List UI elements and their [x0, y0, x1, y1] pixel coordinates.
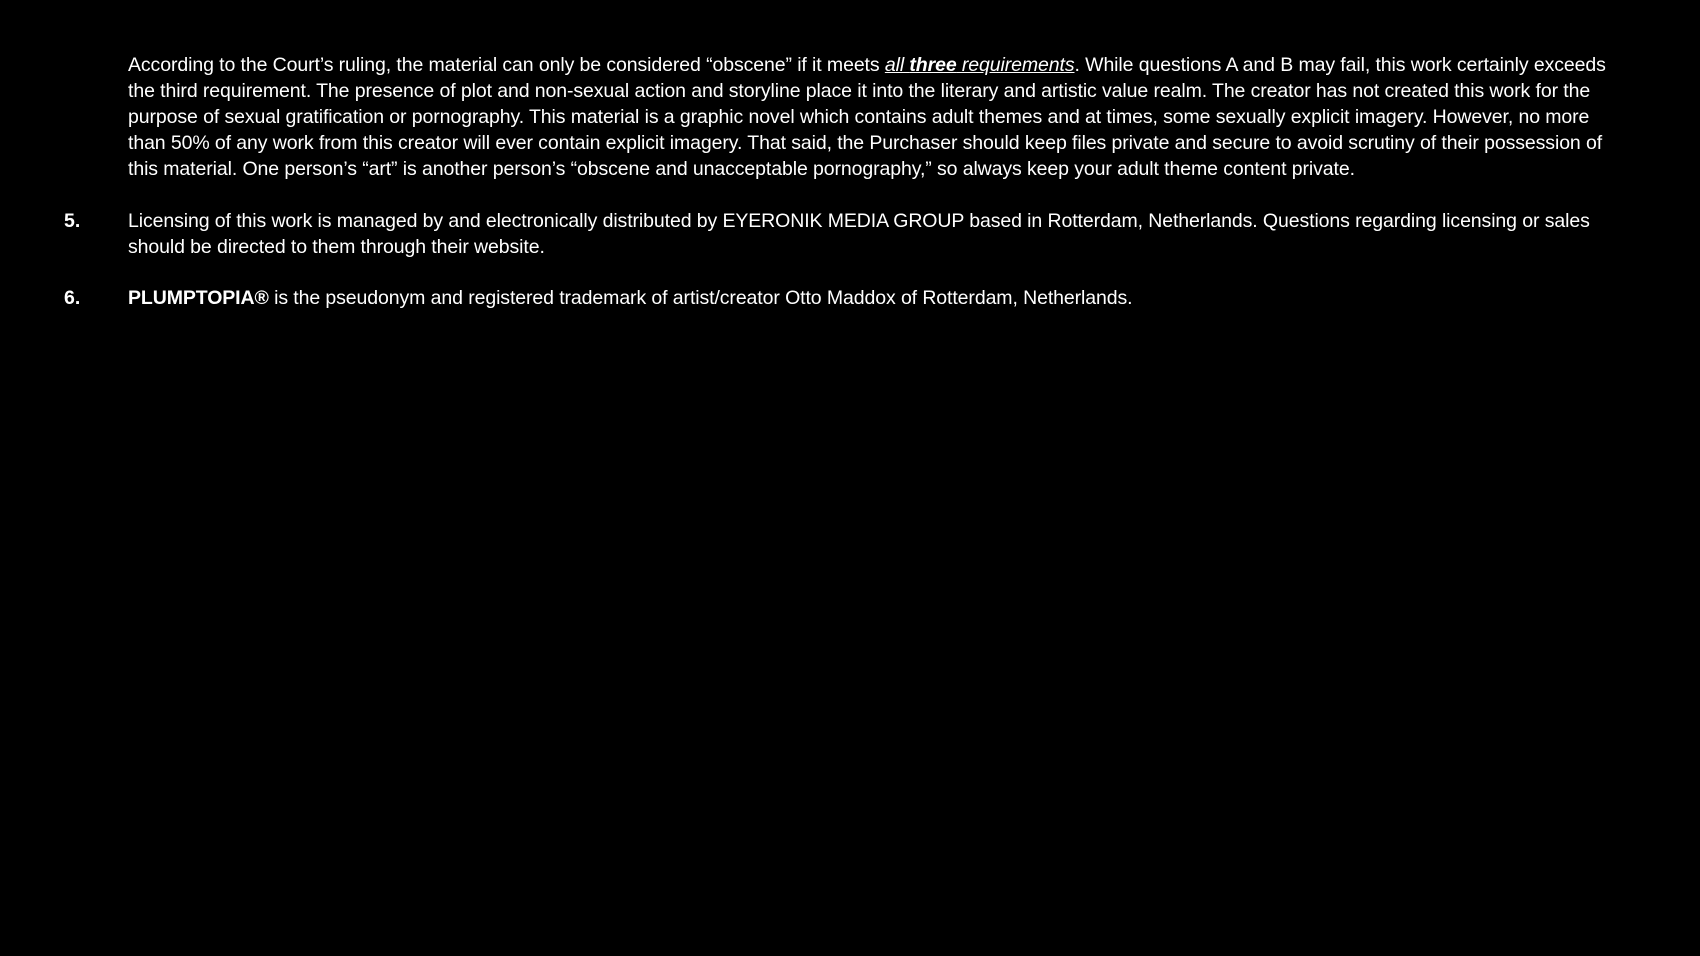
obscenity-paragraph: [128, 52, 1618, 182]
licensing-text: Licensing of this work is managed by and electronically distributed by EYERONIK MEDIA GROUP based in Rotterdam, Netherlands. Questions regarding licensing or sales should be directed to them through their website.: [128, 210, 1590, 258]
intro-text-end: . While questions A and B may fail, this work certainly exceeds the third requirement. The presence of plot and non-sexual action and storyline place it into the literary and artistic value realm. The creator has not created this work for the purpose of sexual gratification or pornography. This material is a graphic novel which contains adult themes and at times, some sexually explicit imagery. However, no more than 50% of any work from this creator will ever contain explicit imagery. That said, the Purchaser should keep files private and secure to avoid scrutiny of their possession of this material. One person’s “art” is another person’s “obscene and unacceptable pornography,” so always keep your adult theme content private.: [128, 54, 1606, 180]
trademark-statement: is the pseudonym and registered trademark of artist/creator Otto Maddox of Rotterdam, Netherlands.: [268, 287, 1133, 309]
item-number: 6.: [64, 287, 81, 309]
emphasis-all: all: [884, 54, 910, 76]
item-number: 5.: [64, 210, 81, 232]
emphasis-three: three: [909, 54, 957, 76]
emphasis-requirements: [885, 54, 1075, 76]
emphasis-requirements-word: requirements: [956, 54, 1075, 76]
brand-name: PLUMPTOPIA®: [128, 287, 269, 309]
trademark-text: [128, 285, 1618, 311]
intro-text-start: According to the Court’s ruling, the material can only be considered “obscene” if it meets: [128, 54, 885, 76]
